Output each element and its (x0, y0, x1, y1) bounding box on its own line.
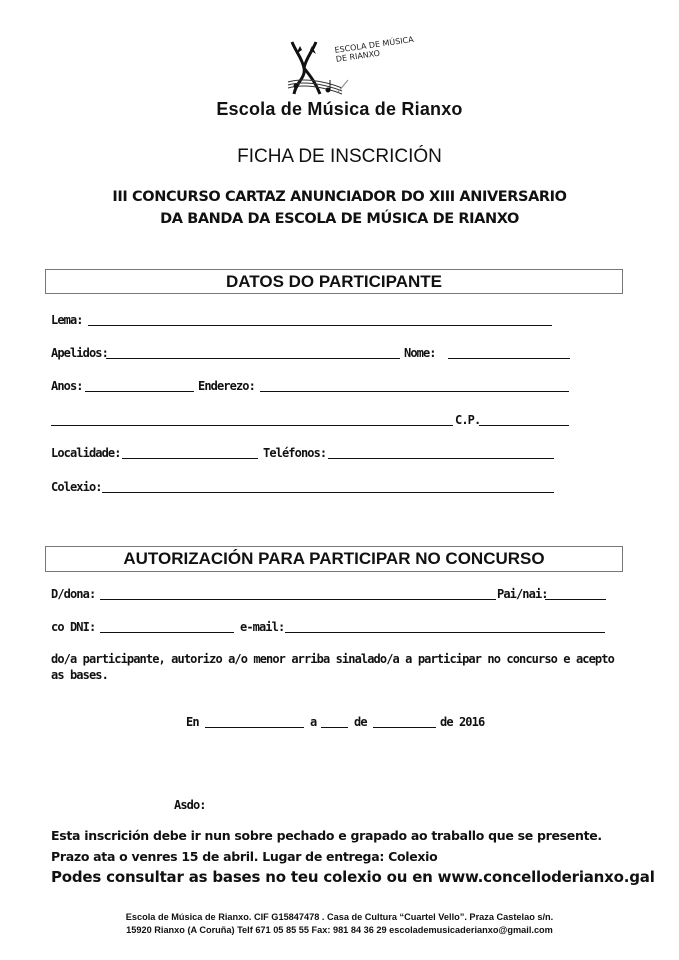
email-label: e-mail: (240, 620, 285, 634)
authorization-section-header: AUTORIZACIÓN PARA PARTICIPAR NO CONCURSO (45, 546, 623, 572)
enderezo-label: Enderezo: (198, 379, 255, 393)
school-logo (282, 34, 422, 102)
dona-label: D/dona: (51, 587, 96, 601)
anos-label: Anos: (51, 379, 83, 393)
subtitle-line-1: III CONCURSO CARTAZ ANUNCIADOR DO XIII ANIVERSARIO (112, 189, 567, 205)
note-line-2: Prazo ata o venres 15 de abril. Lugar de entrega: Colexio (51, 849, 438, 864)
date-en-label: En (186, 715, 199, 729)
dni-field[interactable] (100, 632, 234, 633)
telefonos-field[interactable] (328, 458, 554, 459)
note-line-1: Esta inscrición debe ir nun sobre pechado e grapado ao traballo que se presente. (51, 828, 602, 843)
date-month-field[interactable] (373, 727, 436, 728)
localidade-label: Localidade: (51, 446, 121, 460)
cp-label: C.P. (455, 413, 481, 427)
apelidos-field[interactable] (106, 358, 400, 359)
anos-field[interactable] (85, 391, 194, 392)
telefonos-label: Teléfonos: (263, 446, 327, 460)
footer-line-1: Escola de Música de Rianxo. CIF G15847478 . Casa de Cultura “Cuartel Vello”. Praza Castelao s/n. (125, 912, 554, 922)
colexio-field[interactable] (102, 492, 554, 493)
dona-field[interactable] (100, 599, 496, 600)
cp-field[interactable] (479, 425, 569, 426)
signature-label: Asdo: (174, 798, 206, 812)
colexio-label: Colexio: (51, 480, 102, 494)
date-year-label: de 2016 (440, 715, 485, 729)
painai-field[interactable] (545, 599, 606, 600)
apelidos-label: Apelidos: (51, 346, 108, 360)
enderezo-field-line-2[interactable] (51, 425, 453, 426)
painai-label: Pai/nai: (497, 587, 548, 601)
date-de-label: de (354, 715, 367, 729)
localidade-field[interactable] (122, 458, 258, 459)
lema-field[interactable] (88, 325, 552, 326)
dni-label: co DNI: (51, 620, 96, 634)
nome-label: Nome: (404, 346, 436, 360)
note-line-3: Podes consultar as bases no teu colexio ou en www.concelloderianxo.gal (51, 868, 655, 886)
subtitle-line-2: DA BANDA DA ESCOLA DE MÚSICA DE RIANXO (160, 211, 519, 227)
school-name: Escola de Música de Rianxo (216, 99, 463, 119)
contest-subtitle (0, 186, 679, 230)
footer-line-2: 15920 Rianxo (A Coruña) Telf 671 05 85 55 Fax: 981 84 36 29 escolademusicaderianxo@gmail.com (126, 925, 553, 935)
authorization-statement: do/a participante, autorizo a/o menor arriba sinalado/a a participar no concurso e acepto as bases. (51, 652, 614, 682)
date-place-field[interactable] (205, 727, 304, 728)
participant-section-header: DATOS DO PARTICIPANTE (45, 269, 623, 294)
lema-label: Lema: (51, 313, 83, 327)
email-field[interactable] (285, 632, 605, 633)
logo-caption: ESCOLA DE MÚSICA DE RIANXO (334, 34, 415, 64)
enderezo-field[interactable] (260, 391, 569, 392)
nome-field[interactable] (448, 358, 570, 359)
date-a-label: a (310, 715, 317, 729)
date-day-field[interactable] (321, 727, 348, 728)
form-title: FICHA DE INSCRICIÓN (237, 146, 442, 167)
